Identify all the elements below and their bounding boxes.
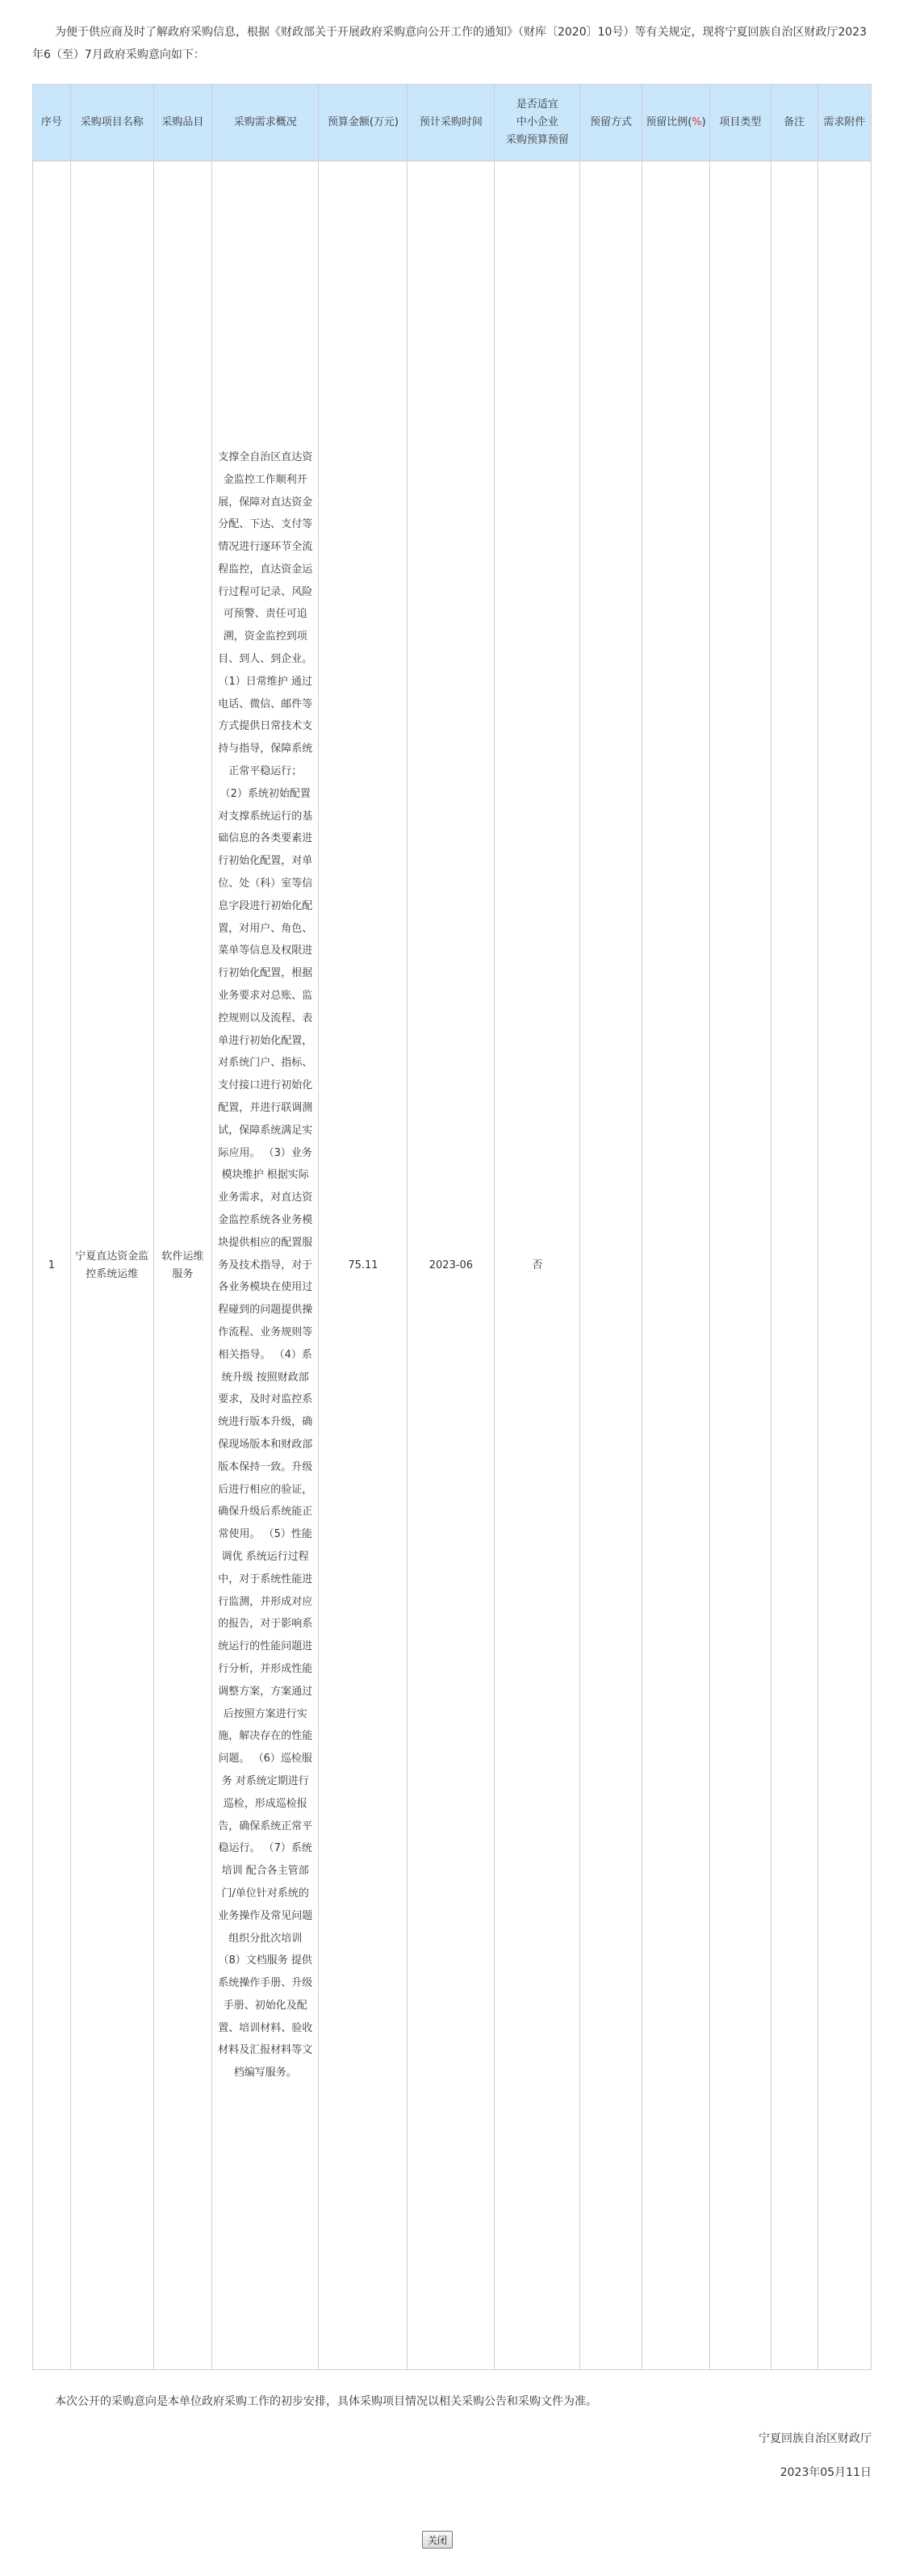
header-budget: 预算金额(万元) — [319, 85, 408, 161]
header-sme-line2: 中小企业 — [516, 116, 558, 128]
header-reserve-ratio-unit: % — [692, 116, 702, 128]
header-sme-line1: 是否适宜 — [516, 98, 558, 111]
close-button[interactable]: 关闭 — [422, 2531, 453, 2549]
cell-attachment — [817, 161, 871, 2370]
issuer-name: 宁夏回族自治区财政厅 — [759, 2432, 872, 2445]
header-sme-line3: 采购预算预留 — [505, 134, 569, 146]
header-sme-reserve — [495, 85, 580, 161]
header-reserve-method: 预留方式 — [580, 85, 642, 161]
table-header-row — [33, 85, 872, 161]
issue-date: 2023年05月11日 — [780, 2466, 872, 2479]
header-reserve-ratio-prefix: 预留比例( — [646, 116, 692, 128]
header-index: 序号 — [33, 85, 71, 161]
cell-reserve-method — [580, 161, 642, 2370]
cell-index: 1 — [33, 161, 71, 2370]
header-category: 采购品目 — [153, 85, 211, 161]
cell-time: 2023-06 — [408, 161, 495, 2370]
cell-budget: 75.11 — [319, 161, 408, 2370]
header-requirement: 采购需求概况 — [212, 85, 319, 161]
procurement-intention-table — [32, 84, 872, 2370]
cell-remark — [771, 161, 817, 2370]
cell-requirement — [212, 161, 319, 2370]
cell-project-type — [710, 161, 771, 2370]
header-project-name: 采购项目名称 — [70, 85, 153, 161]
disclaimer-note: 本次公开的采购意向是本单位政府采购工作的初步安排，具体采购项目情况以相关采购公告和采购文件为准。 — [55, 2395, 597, 2408]
header-reserve-ratio — [642, 85, 710, 161]
cell-category: 软件运维服务 — [153, 161, 211, 2370]
header-time: 预计采购时间 — [408, 85, 495, 161]
header-remark: 备注 — [771, 85, 817, 161]
requirement-text: 支撑全自治区直达资金监控工作顺利开展，保障对直达资金分配、下达、支付等情况进行逐环节全流程监控，直达资金运行过程可记录、风险可预警、责任可追溯，资金监控到项目、到人、到企业。 （1）日常维护 通过电话、微信、邮件等方式提供日常技术支持与指导，保障系统正常平稳运行； （2）系统初始配置 对支撑系统运行的基础信息的各类要素进行初始化配置，对单位、处（科）室等信息字段进行初始化配置，对用户、角色、菜单等信息及权限进行初始化配置，根据业务要求对总账、监控规则以及流程、表单进行初始化配置，对系统门户、指标、支付接口进行初始化配置，并进行联调测试，保障系统满足实际应用。 （3）业务模块维护 根据实际业务需求，对直达资金监控系统各业务模块提供相应的配置服务及技术指导，对于各业务模块在使用过程碰到的问题提供操作流程、业务规则等相关指导。 （4）系统升级 按照财政部要求，及时对监控系统进行版本升级，确保现场版本和财政部版本保持一致。升级后进行相应的验证，确保升级后系统能正常使用。 （5）性能调优 系统运行过程中，对于系统性能进行监测，并形成对应的报告，对于影响系统运行的性能问题进行分析，并形成性能调整方案，方案通过后按照方案进行实施，解决存在的性能问题。 （6）巡检服务 对系统定期进行巡检，形成巡检报告，确保系统正常平稳运行。 （7）系统培训 配合各主管部门/单位针对系统的业务操作及常见问题组织分批次培训 （8）文档服务 提供系统操作手册、升级手册、初始化及配置、培训材料、验收材料及汇报材料等文档编写服务。 — [218, 450, 316, 2080]
table-row — [33, 161, 872, 2370]
cell-reserve-ratio — [642, 161, 710, 2370]
cell-sme: 否 — [495, 161, 580, 2370]
header-attachment: 需求附件 — [817, 85, 871, 161]
intro-paragraph: 为便于供应商及时了解政府采购信息，根据《财政部关于开展政府采购意向公开工作的通知》（财库〔2020〕10号）等有关规定，现将宁夏回族自治区财政厅2023年6（至）7月政府采购意向如下： — [32, 26, 867, 61]
cell-project-name: 宁夏直达资金监控系统运维 — [70, 161, 153, 2370]
header-project-type: 项目类型 — [710, 85, 771, 161]
header-reserve-ratio-suffix: ) — [701, 116, 706, 128]
